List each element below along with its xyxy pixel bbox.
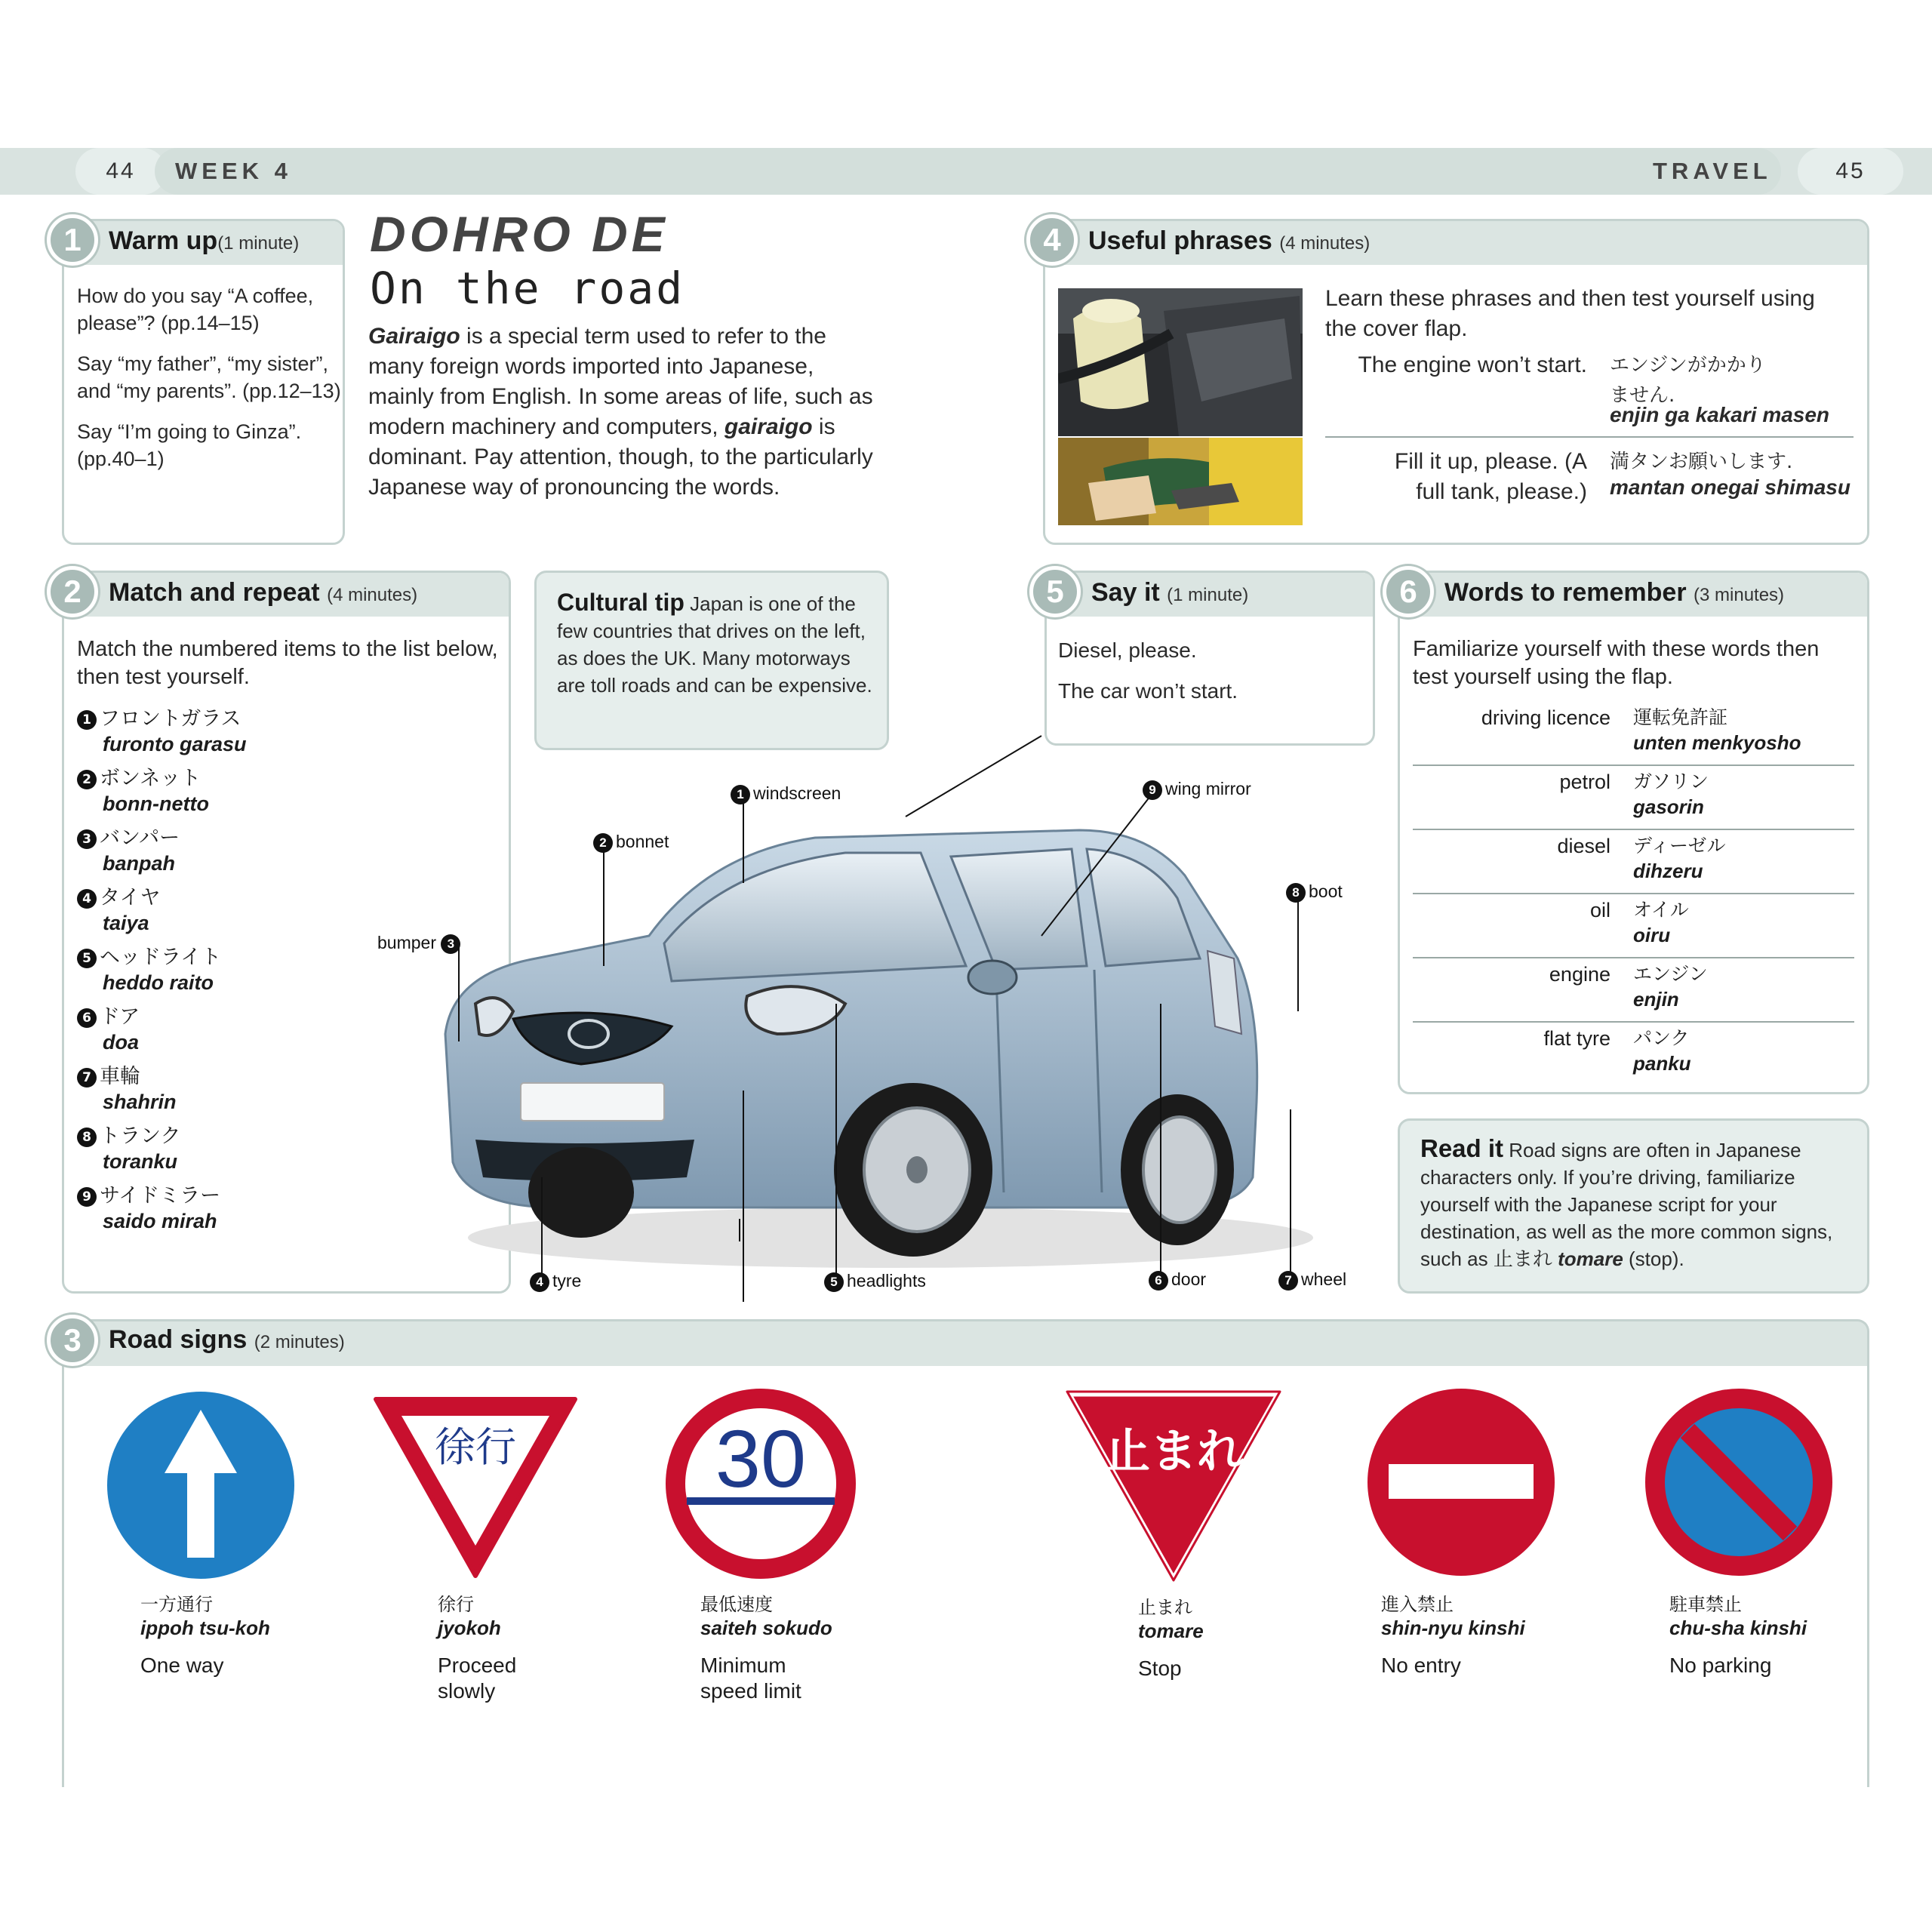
match-item-romaji: shahrin — [103, 1091, 177, 1113]
road-sign-romaji: shin-nyu kinshi — [1381, 1617, 1525, 1639]
car-label-number: 7 — [1278, 1271, 1298, 1291]
roadsigns-duration: (2 minutes) — [254, 1332, 345, 1352]
road-sign-label — [140, 1592, 306, 1678]
warmup-item-3: Say “I’m going to Ginza”. (pp.40–1) — [77, 420, 302, 470]
car-label-wheel — [1278, 1269, 1346, 1291]
readit-jp: 止まれ — [1493, 1248, 1552, 1271]
match-item-number: 8 — [77, 1128, 97, 1147]
stop-sign-icon — [1064, 1389, 1283, 1582]
match-duration: (4 minutes) — [327, 585, 418, 605]
match-item-romaji: bonn-netto — [103, 792, 209, 815]
readit-text-2: (stop). — [1623, 1247, 1684, 1270]
intro-term: Gairaigo — [368, 324, 460, 349]
road-sign-jp: 最低速度 — [700, 1594, 773, 1615]
word-english: flat tyre — [1543, 1027, 1611, 1050]
match-item-romaji: saido mirah — [103, 1210, 217, 1232]
cultural-tip-text: Japan is one of the few countries that drives on the left, as does the UK. Many motorways are toll roads and can be expensive. — [557, 592, 872, 697]
match-title-text: Match and repeat — [109, 578, 320, 607]
warmup-duration: (1 minute) — [217, 233, 300, 254]
phrase-2-rom: mantan onegai shimasu — [1610, 475, 1850, 499]
sayit-number: 5 — [1029, 566, 1081, 617]
car-label-windscreen — [731, 783, 841, 804]
warmup-item-1: How do you say “A coffee, please”? (pp.14–15) — [77, 285, 314, 334]
word-japanese: ガソリン — [1633, 771, 1709, 792]
stop-sign-glyph: 止まれ — [1103, 1423, 1244, 1478]
road-sign-english: Minimum speed limit — [700, 1654, 801, 1703]
words-instruction: Familiarize yourself with these words then test yourself using the flap. — [1413, 637, 1820, 689]
car-label-number: 5 — [824, 1272, 844, 1292]
roadsigns-right-border — [1867, 1364, 1869, 1787]
match-item-number: 5 — [77, 949, 97, 968]
phrase-1-en: The engine won’t start. — [1358, 352, 1587, 377]
match-item-number: 1 — [77, 710, 97, 730]
word-romaji: oiru — [1633, 924, 1671, 946]
sayit-line-2: The car won’t start. — [1058, 679, 1238, 703]
car-label-text: windscreen — [753, 783, 841, 803]
match-number: 2 — [47, 566, 98, 617]
car-label-text: headlights — [847, 1271, 926, 1291]
cultural-tip-title: Cultural tip — [557, 589, 685, 616]
car-label-number: 3 — [441, 934, 460, 954]
car-label-number: 2 — [593, 833, 613, 853]
section-label: TRAVEL — [1653, 158, 1772, 184]
useful-title-text: Useful phrases — [1088, 226, 1272, 255]
match-item-number: 6 — [77, 1008, 97, 1028]
car-label-door — [1149, 1269, 1206, 1291]
road-sign-romaji: chu-sha kinshi — [1669, 1617, 1807, 1639]
car-label-tyre — [530, 1271, 581, 1292]
readit-text-1: Road signs are often in Japanese characters only. If you’re driving, familiarize yourself with the Japanese script for your destination, as well as the more common signs, such as — [1420, 1139, 1833, 1270]
road-sign-label — [1669, 1592, 1835, 1678]
match-item-number: 3 — [77, 829, 97, 849]
match-item-jp: 車輪 — [100, 1065, 140, 1088]
warmup-number: 1 — [47, 214, 98, 266]
car-label-number: 9 — [1143, 780, 1162, 800]
intro-text-2: is dominant. Pay attention, though, to the particularly Japanese way of pronouncing the words. — [368, 414, 873, 500]
warmup-title-text: Warm up — [109, 226, 218, 255]
word-english: engine — [1549, 963, 1611, 986]
car-label-headlights — [824, 1271, 926, 1292]
roadsigns-number: 3 — [47, 1315, 98, 1366]
match-item-jp: ヘッドライト — [100, 946, 222, 969]
car-label-bumper — [377, 933, 463, 954]
phrase-2-jp: 満タンお願いします. — [1610, 451, 1793, 473]
sayit-title-text: Say it — [1091, 578, 1160, 607]
words-title-text: Words to remember — [1444, 578, 1687, 607]
road-sign-jp: 進入禁止 — [1381, 1594, 1454, 1615]
car-label-wing-mirror — [1143, 779, 1251, 800]
road-sign-jp: 一方通行 — [140, 1594, 213, 1615]
intro-text-1: is a special term used to refer to the many foreign words imported into Japanese, mainly from English. In some areas of life, such as modern machinery and computers, — [368, 324, 873, 439]
car-label-number: 1 — [731, 785, 750, 804]
phrase-1-rom: enjin ga kakari masen — [1610, 403, 1830, 426]
word-japanese: 運転免許証 — [1633, 706, 1728, 728]
useful-number: 4 — [1026, 214, 1078, 266]
car-label-boot — [1286, 881, 1343, 903]
page-number-left: 44 — [75, 148, 166, 195]
car-label-bonnet — [593, 832, 669, 853]
page-number-right: 45 — [1798, 148, 1903, 195]
roadsigns-title-text: Road signs — [109, 1325, 248, 1354]
car-label-number: 6 — [1149, 1271, 1168, 1291]
page-title: DOHRO DE — [370, 206, 669, 262]
useful-duration: (4 minutes) — [1279, 233, 1371, 254]
word-japanese: パンク — [1633, 1027, 1690, 1049]
proceed-slowly-glyph: 徐行 — [435, 1423, 516, 1471]
car-label-number: 8 — [1286, 883, 1306, 903]
match-item-romaji: taiya — [103, 912, 149, 934]
roadsigns-title — [109, 1325, 345, 1355]
match-item-number: 9 — [77, 1187, 97, 1207]
road-sign-label — [700, 1592, 866, 1704]
word-english: petrol — [1559, 771, 1611, 793]
word-english: oil — [1589, 899, 1611, 921]
phrase-1-jp: エンジンがかかり ません. — [1610, 354, 1766, 407]
week-label: WEEK 4 — [175, 158, 292, 184]
speed-sign-glyph: 30 — [715, 1413, 807, 1504]
match-item-romaji: doa — [103, 1031, 140, 1054]
match-item-romaji: toranku — [103, 1150, 178, 1173]
match-instruction: Match the numbered items to the list below, then test yourself. — [77, 637, 498, 689]
readit-title: Read it — [1420, 1134, 1504, 1162]
road-sign-jp: 止まれ — [1138, 1597, 1192, 1618]
proceed-slowly-sign-icon — [371, 1395, 580, 1580]
car-label-text: bonnet — [616, 832, 669, 851]
one-way-sign-icon — [104, 1389, 297, 1582]
sayit-line-1: Diesel, please. — [1058, 638, 1197, 662]
match-item-number: 7 — [77, 1068, 97, 1088]
car-label-text: bumper — [377, 933, 436, 952]
word-romaji: gasorin — [1633, 795, 1704, 818]
sayit-duration: (1 minute) — [1167, 585, 1249, 605]
road-sign-romaji: tomare — [1138, 1620, 1204, 1642]
road-sign-label — [1381, 1592, 1547, 1678]
intro-term-2: gairaigo — [724, 414, 813, 439]
car-label-text: tyre — [552, 1271, 582, 1291]
roadsigns-left-border — [62, 1364, 64, 1787]
match-item-number: 4 — [77, 889, 97, 909]
car-label-text: boot — [1309, 881, 1343, 901]
match-item-jp: サイドミラー — [100, 1184, 221, 1208]
road-sign-label — [1138, 1595, 1304, 1681]
readit-rom: tomare — [1558, 1247, 1623, 1270]
no-parking-sign-icon — [1642, 1386, 1835, 1579]
word-japanese: オイル — [1633, 899, 1689, 921]
road-sign-label — [438, 1592, 604, 1704]
road-sign-jp: 駐車禁止 — [1669, 1594, 1742, 1615]
road-sign-english: No parking — [1669, 1654, 1772, 1677]
no-entry-sign-icon — [1364, 1386, 1558, 1579]
road-sign-english: Proceed slowly — [438, 1654, 517, 1703]
match-item-number: 2 — [77, 770, 97, 789]
page-subtitle: On the road — [370, 263, 685, 314]
word-japanese: ディーゼル — [1633, 835, 1726, 857]
speed-sign-icon — [663, 1386, 859, 1582]
car-label-text: door — [1171, 1269, 1207, 1289]
word-english: driving licence — [1481, 706, 1611, 729]
road-sign-jp: 徐行 — [438, 1594, 474, 1615]
match-item-jp: ドア — [100, 1005, 140, 1029]
match-item-jp: ボンネット — [100, 767, 202, 790]
warmup-item-2: Say “my father”, “my sister”, and “my parents”. (pp.12–13) — [77, 352, 341, 402]
word-romaji: enjin — [1633, 988, 1679, 1011]
match-item-jp: バンパー — [100, 826, 180, 850]
word-japanese: エンジン — [1633, 963, 1708, 985]
word-english: diesel — [1557, 835, 1611, 857]
road-sign-romaji: jyokoh — [438, 1617, 501, 1639]
word-romaji: panku — [1633, 1052, 1691, 1075]
match-item-romaji: heddo raito — [103, 971, 214, 994]
match-item-romaji: banpah — [103, 852, 176, 875]
road-sign-english: Stop — [1138, 1657, 1182, 1680]
match-item-jp: トランク — [100, 1124, 181, 1148]
match-item-jp: フロントガラス — [100, 707, 242, 731]
road-sign-romaji: ippoh tsu-koh — [140, 1617, 270, 1639]
match-item-romaji: furonto garasu — [103, 733, 247, 755]
words-number: 6 — [1383, 566, 1434, 617]
road-sign-english: One way — [140, 1654, 224, 1677]
phrase-2-en: Fill it up, please. (A full tank, please.) — [1394, 449, 1587, 504]
useful-instruction: Learn these phrases and then test yourself using the cover flap. — [1325, 286, 1815, 341]
match-item-jp: タイヤ — [100, 886, 161, 909]
word-romaji: unten menkyosho — [1633, 731, 1801, 754]
car-label-text: wing mirror — [1165, 779, 1251, 798]
words-duration: (3 minutes) — [1694, 585, 1785, 605]
car-label-number: 4 — [530, 1272, 549, 1292]
car-label-text: wheel — [1301, 1269, 1347, 1289]
road-sign-romaji: saiteh sokudo — [700, 1617, 832, 1639]
road-sign-english: No entry — [1381, 1654, 1461, 1677]
word-romaji: dihzeru — [1633, 860, 1703, 882]
